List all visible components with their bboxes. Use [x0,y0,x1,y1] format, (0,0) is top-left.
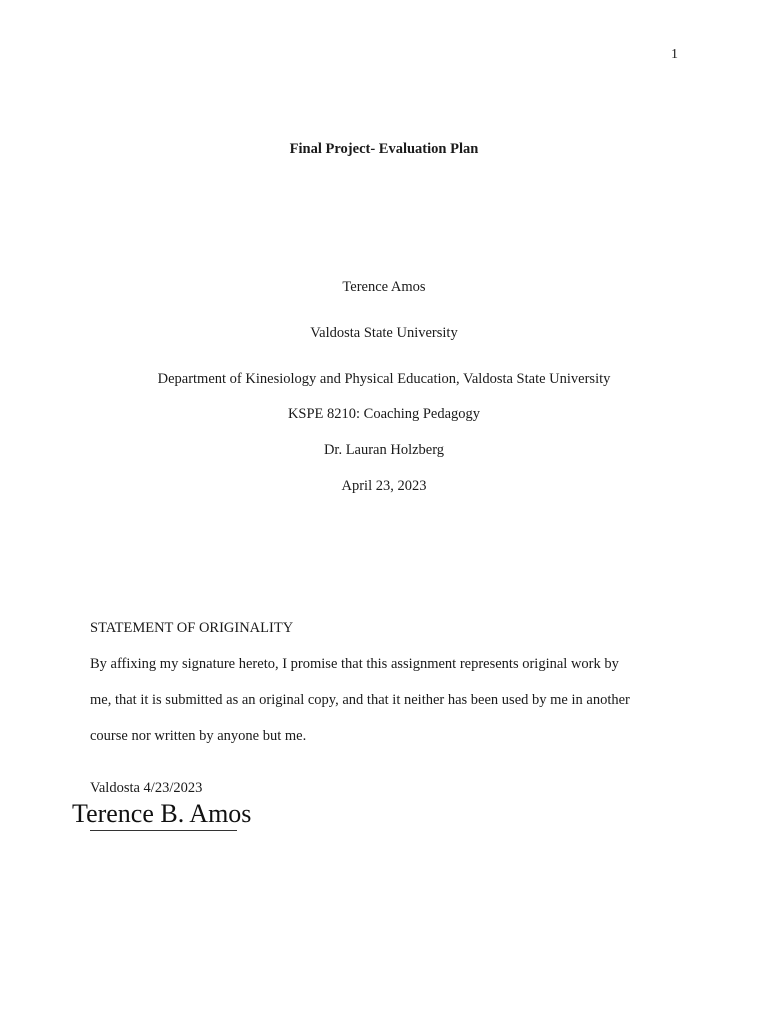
signature: Terence B. Amos [72,799,252,828]
page-number: 1 [671,47,678,62]
submission-date: April 23, 2023 [341,478,427,494]
institution: Valdosta State University [310,325,458,341]
course-name: KSPE 8210: Coaching Pedagogy [287,406,481,422]
originality-line-1: By affixing my signature hereto, I promise that this assignment represents original work by [90,656,619,672]
instructor-name: Dr. Lauran Holzberg [323,442,445,458]
author-name: Terence Amos [342,279,426,295]
originality-heading: STATEMENT OF ORIGINALITY [90,620,294,636]
originality-line-3: course nor written by anyone but me. [90,728,307,744]
document-title: Final Project- Evaluation Plan [289,141,479,157]
signature-line [90,830,237,831]
originality-line-2: me, that it is submitted as an original copy, and that it neither has been used by me in another [90,692,630,708]
place-and-date: Valdosta 4/23/2023 [90,780,203,796]
department: Department of Kinesiology and Physical Education, Valdosta State University [157,371,611,387]
